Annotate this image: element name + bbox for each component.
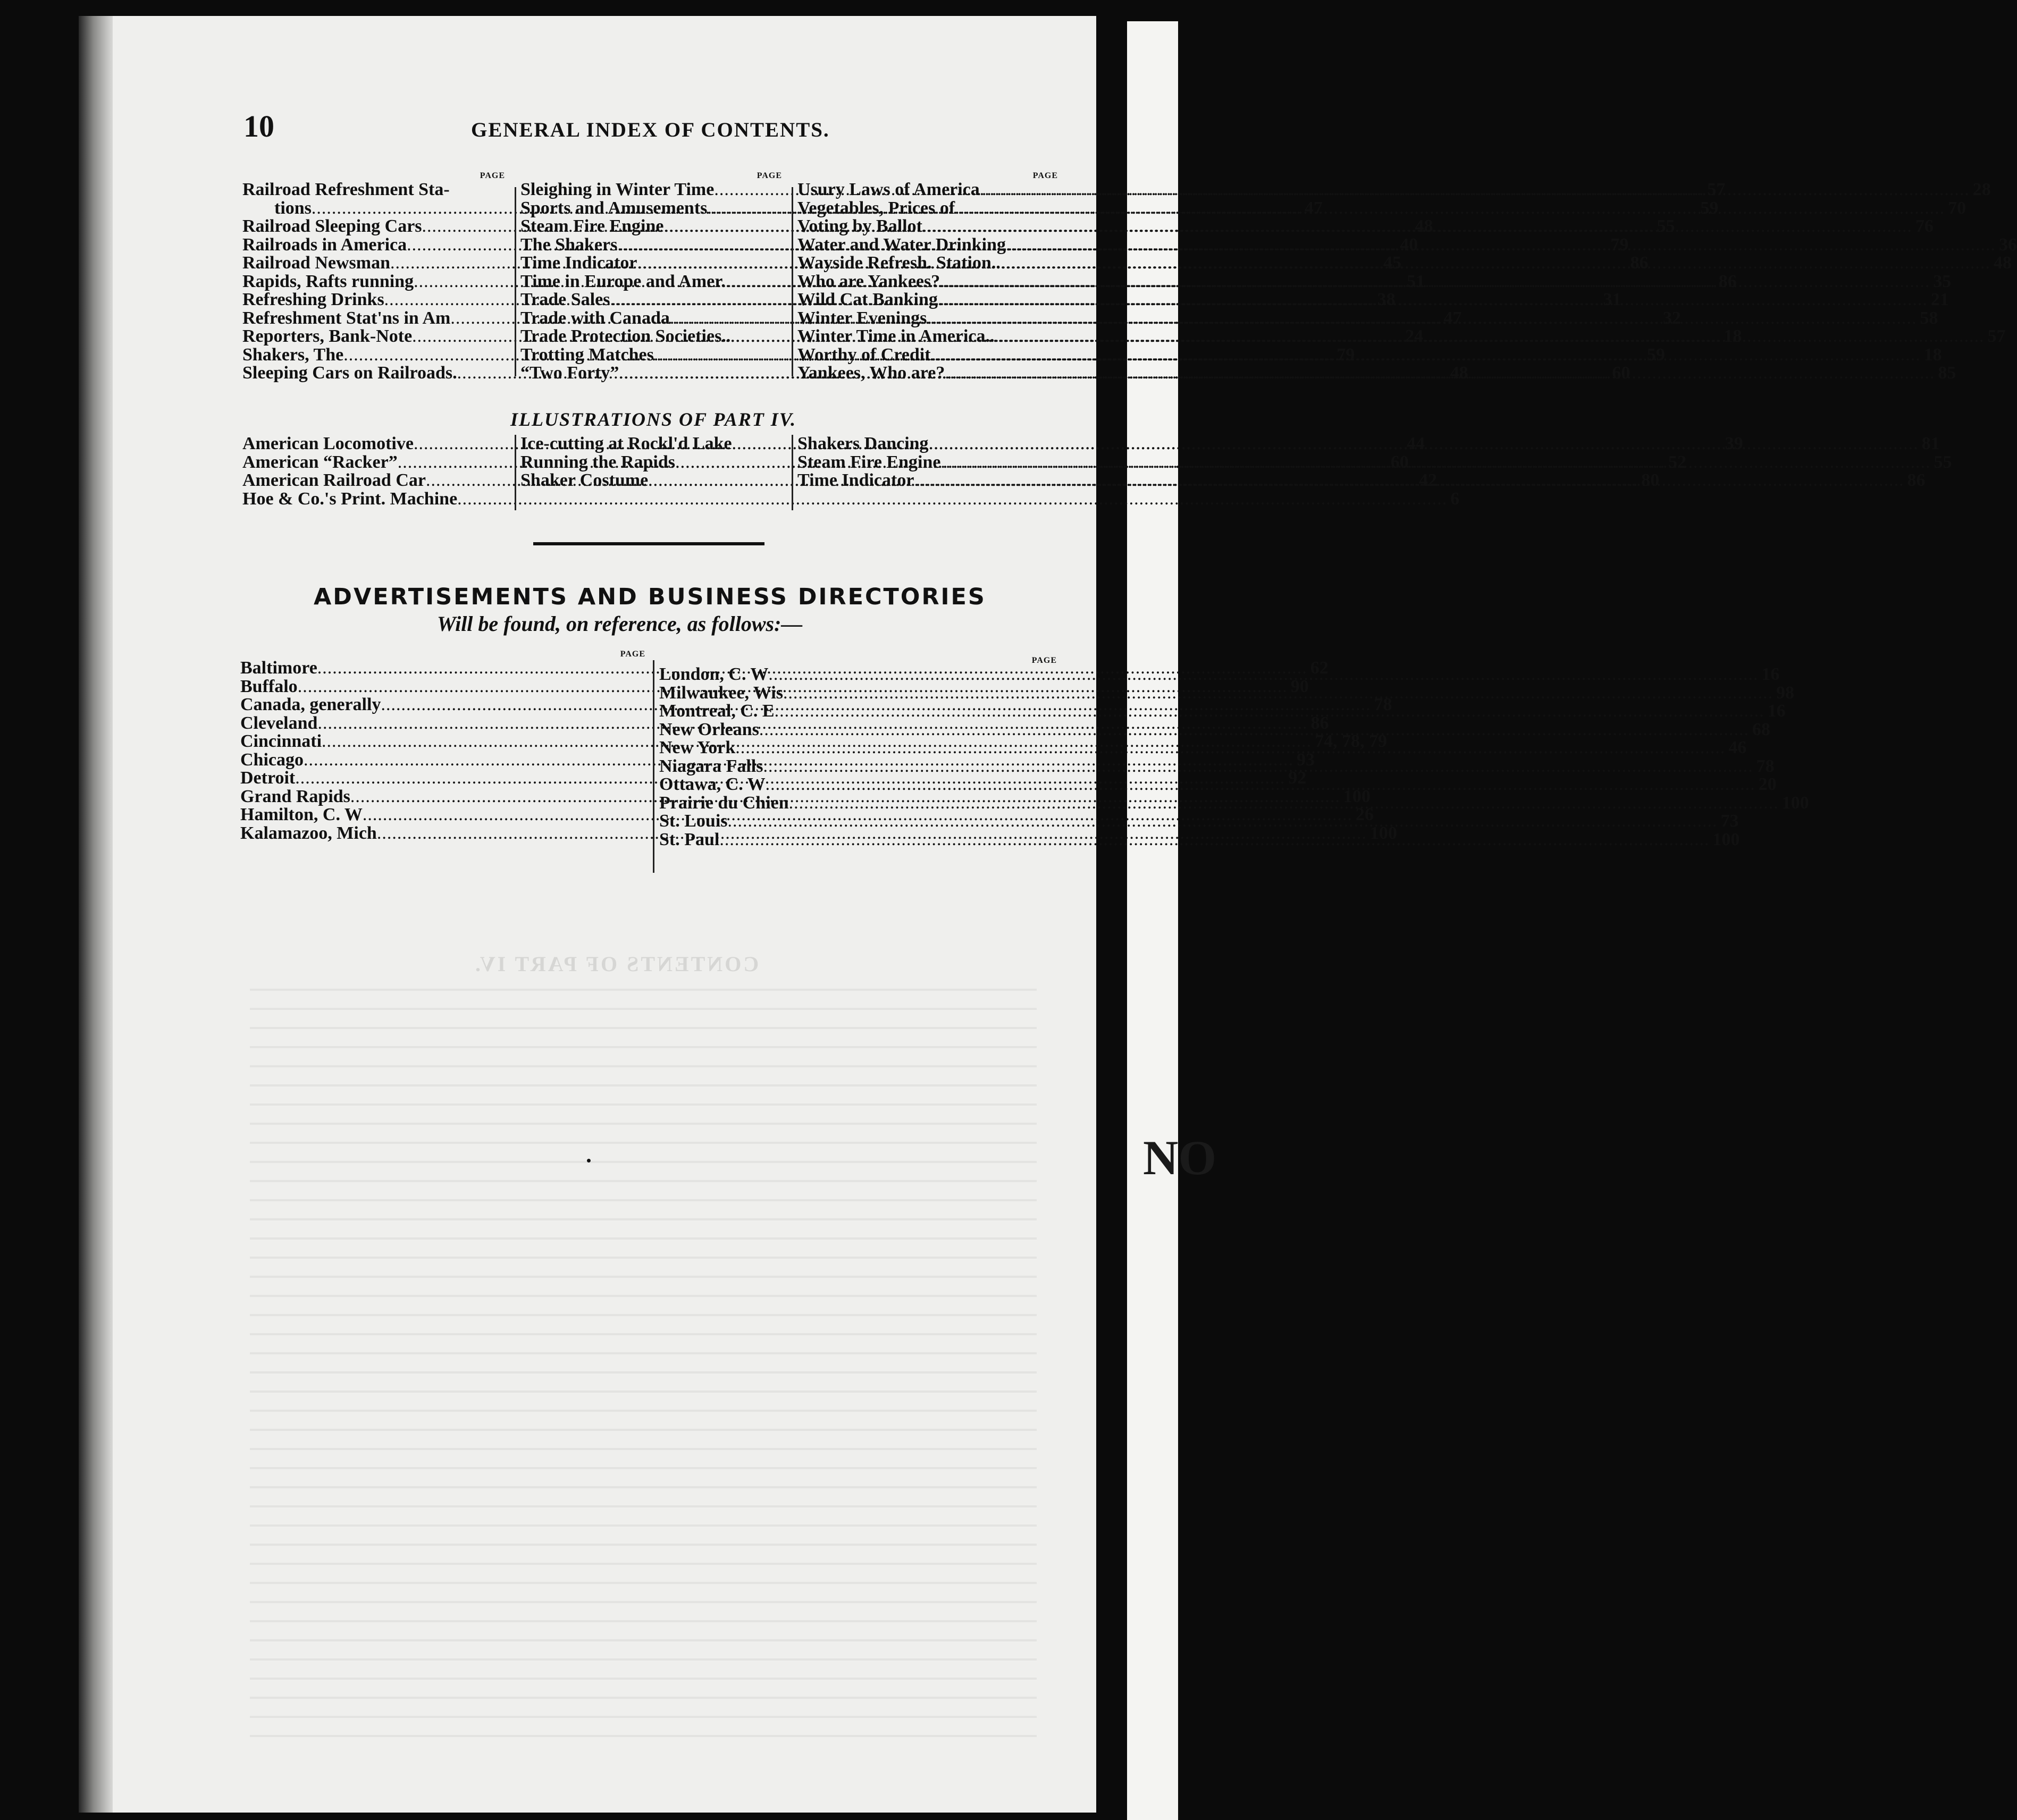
entry-title: Railroad Refreshment Sta- bbox=[242, 180, 450, 199]
page-column-label: PAGE bbox=[1032, 171, 1058, 180]
entry-page: 24 bbox=[1405, 326, 1424, 346]
entry-title: Buffalo bbox=[240, 676, 298, 696]
entry-page: 40 bbox=[1400, 234, 1418, 255]
entry-title: Cincinnati bbox=[240, 731, 322, 751]
entry-page: 100 bbox=[1781, 793, 1809, 813]
entry-page: 86 bbox=[1310, 713, 1329, 733]
entry-title: Niagara Falls bbox=[659, 756, 763, 776]
index-entry bbox=[659, 793, 1809, 813]
entry-title: Winter Evenings bbox=[797, 308, 927, 328]
entry-title: Shaker Costume bbox=[520, 470, 649, 490]
entry-title: Railroad Sleeping Cars bbox=[242, 216, 422, 236]
page-column-label: PAGE bbox=[620, 650, 645, 659]
entry-page: 98 bbox=[1776, 682, 1794, 703]
entry-page: 55 bbox=[1934, 452, 1952, 472]
dot-leader bbox=[945, 364, 1935, 383]
entry-page: 62 bbox=[1310, 658, 1329, 678]
entry-page: 81 bbox=[1921, 434, 1940, 453]
entry-page: 46 bbox=[1728, 738, 1747, 757]
entry-page: 78 bbox=[1756, 756, 1775, 776]
entry-page: 79 bbox=[1610, 234, 1629, 255]
advertisements-subtitle: Will be found, on reference, as follows:— bbox=[437, 612, 803, 636]
entry-page: 6 bbox=[1450, 488, 1460, 509]
entry-title: Trade Sales bbox=[520, 290, 610, 309]
entry-title: Trade with Canada bbox=[520, 308, 670, 328]
entry-page: 47 bbox=[1443, 308, 1462, 328]
entry-title: Winter Time in America.. bbox=[797, 326, 995, 346]
entry-title: The Shakers bbox=[520, 234, 618, 255]
entry-page: 31 bbox=[1603, 290, 1621, 309]
bleed-through-text-block bbox=[250, 989, 1037, 1743]
entry-page: 90 bbox=[1290, 676, 1309, 696]
dot-leader bbox=[728, 812, 1718, 831]
entry-page: 36 bbox=[1999, 234, 2017, 255]
entry-title: Chicago bbox=[240, 749, 304, 770]
entry-title: Milwaukee, Wis bbox=[659, 682, 783, 703]
entry-title: Refreshment Stat'ns in Am bbox=[242, 308, 451, 328]
entry-title: Wayside Refresh. Station.. bbox=[797, 253, 1001, 273]
page-column-label: PAGE bbox=[1031, 656, 1057, 665]
dot-leader bbox=[938, 291, 1928, 309]
entry-title: Trotting Matches bbox=[520, 344, 654, 365]
running-title: GENERAL INDEX OF CONTENTS. bbox=[471, 119, 830, 141]
entry-page: 92 bbox=[1288, 768, 1307, 788]
dot-leader bbox=[927, 309, 1917, 328]
entry-title: Railroad Newsman bbox=[242, 253, 390, 273]
column-divider bbox=[515, 187, 516, 376]
entry-page: 86 bbox=[1718, 271, 1737, 291]
entry-page: 32 bbox=[1662, 308, 1681, 328]
entry-page: 68 bbox=[1752, 719, 1770, 739]
entry-title: Trade Protection Societies.. bbox=[520, 326, 731, 346]
entry-title: Water and Water Drinking bbox=[797, 234, 1006, 255]
column-divider bbox=[653, 660, 654, 873]
entry-page: 100 bbox=[1369, 823, 1397, 843]
dot-leader bbox=[940, 273, 1930, 291]
entry-page: 60 bbox=[1612, 363, 1631, 383]
entry-title: Hoe & Co.'s Print. Machine bbox=[242, 488, 458, 509]
entry-page: 57 bbox=[1707, 180, 1726, 199]
entry-title: Railroads in America bbox=[242, 234, 407, 255]
entry-title: Kalamazoo, Mich bbox=[240, 823, 377, 843]
dot-leader bbox=[1001, 254, 1990, 273]
illustrations-heading: ILLUSTRATIONS OF PART IV. bbox=[510, 409, 797, 430]
entry-page: 51 bbox=[1407, 271, 1425, 291]
entry-title: Worthy of Credit bbox=[797, 344, 931, 365]
dot-leader bbox=[995, 327, 1985, 346]
dot-leader bbox=[789, 794, 1779, 813]
entry-title: St. Paul bbox=[659, 829, 720, 849]
entry-title: Prairie du Chien bbox=[659, 793, 789, 813]
entry-page: 48 bbox=[1415, 216, 1433, 236]
entry-title: Ice-cutting at Rockl'd Lake bbox=[520, 434, 732, 453]
dot-leader bbox=[457, 490, 1447, 509]
dot-leader bbox=[931, 346, 1921, 365]
entry-page: 86 bbox=[1907, 470, 1926, 490]
entry-title: tions bbox=[274, 198, 312, 218]
entry-title: Usury Laws of America bbox=[797, 180, 980, 199]
entry-title: Vegetables, Prices of bbox=[797, 198, 955, 218]
entry-title: Canada, generally bbox=[240, 695, 381, 714]
section-rule bbox=[533, 542, 764, 545]
entry-page: 100 bbox=[1712, 829, 1740, 849]
entry-title: Sleeping Cars on Railroads. bbox=[242, 363, 457, 383]
index-entry bbox=[242, 181, 505, 199]
entry-title: Sports and Amusements bbox=[520, 198, 708, 218]
dot-leader bbox=[783, 684, 1773, 703]
entry-title: Montreal, C. E bbox=[659, 701, 775, 721]
entry-title: New York bbox=[659, 738, 736, 757]
entry-page: 80 bbox=[1641, 470, 1660, 490]
entry-title: Steam Fire Engine bbox=[797, 452, 941, 472]
entry-page: 18 bbox=[1724, 326, 1742, 346]
entry-title: American Locomotive bbox=[242, 434, 414, 453]
entry-page: 26 bbox=[1355, 805, 1374, 824]
entry-title: “Two Forty” bbox=[520, 363, 619, 383]
entry-page: 55 bbox=[1657, 216, 1675, 236]
dot-leader bbox=[735, 739, 1725, 757]
entry-title: Ottawa, C. W bbox=[659, 774, 766, 794]
page-column-label: PAGE bbox=[480, 171, 505, 180]
dot-leader bbox=[1006, 236, 1996, 255]
entry-title: American “Racker” bbox=[242, 452, 398, 472]
entry-title: Running the Rapids bbox=[520, 452, 676, 472]
entry-title: Who are Yankees? bbox=[797, 271, 940, 291]
dot-leader bbox=[775, 702, 1764, 721]
bleed-through-heading: CONTENTS OF PART IV. bbox=[473, 952, 759, 976]
page-column-label: PAGE bbox=[757, 171, 782, 180]
entry-page: 70 bbox=[1948, 198, 1966, 218]
entry-title: Time Indicator bbox=[797, 470, 914, 490]
entry-page: 35 bbox=[1933, 271, 1952, 291]
entry-title: St. Louis bbox=[659, 811, 728, 831]
entry-title: Steam Fire Engine bbox=[520, 216, 664, 236]
dot-leader bbox=[940, 453, 1930, 472]
entry-page: 38 bbox=[1377, 290, 1396, 309]
entry-page: 59 bbox=[1700, 198, 1719, 218]
entry-title: Time Indicator bbox=[520, 253, 637, 273]
entry-title: Yankees, Who are? bbox=[797, 363, 945, 383]
entry-title: Baltimore bbox=[240, 658, 317, 678]
entry-page: 78 bbox=[1374, 695, 1392, 714]
entry-page: 44 bbox=[1406, 434, 1425, 453]
entry-page: 73 bbox=[1720, 811, 1739, 831]
entry-title: Rapids, Rafts running bbox=[242, 271, 414, 291]
entry-page: 48 bbox=[1993, 253, 2012, 273]
entry-page: 16 bbox=[1761, 664, 1780, 684]
entry-title: Voting by Ballot bbox=[797, 216, 922, 236]
entry-page: 74, 78, 79 bbox=[1315, 731, 1388, 751]
entry-page: 21 bbox=[1930, 290, 1949, 309]
entry-page: 45 bbox=[1383, 253, 1401, 273]
dot-leader bbox=[980, 181, 1970, 199]
entry-title: Shakers Dancing bbox=[797, 434, 929, 453]
entry-title: Refreshing Drinks bbox=[242, 290, 384, 309]
dot-leader bbox=[719, 831, 1709, 849]
dot-leader bbox=[922, 217, 1912, 236]
entry-page: 86 bbox=[1630, 253, 1649, 273]
advertisements-heading: ADVERTISEMENTS AND BUSINESS DIRECTORIES bbox=[314, 584, 986, 610]
dot-leader bbox=[929, 435, 1919, 453]
entry-title: Detroit bbox=[240, 768, 296, 788]
entry-page: 48 bbox=[1450, 363, 1468, 383]
entry-page: 59 bbox=[1646, 344, 1665, 365]
entry-page: 79 bbox=[1337, 344, 1355, 365]
dot-leader bbox=[768, 665, 1758, 684]
dot-leader bbox=[914, 471, 1904, 490]
entry-page: 85 bbox=[1938, 363, 1956, 383]
dot-leader bbox=[766, 776, 1755, 794]
dot-leader bbox=[759, 721, 1749, 739]
dot-leader bbox=[763, 757, 1753, 776]
entry-page: 93 bbox=[1297, 749, 1315, 770]
book-spine-shadow bbox=[79, 16, 116, 1813]
entry-page: 60 bbox=[1390, 452, 1409, 472]
entry-title: Wild Cat Banking bbox=[797, 290, 938, 309]
entry-title: Sleighing in Winter Time bbox=[520, 180, 715, 199]
index-entry bbox=[242, 488, 1460, 509]
entry-title: London, C. W bbox=[659, 664, 769, 684]
entry-title: American Railroad Car bbox=[242, 470, 426, 490]
column-divider bbox=[515, 435, 516, 510]
adjacent-page-fragment: NO bbox=[1143, 1131, 1216, 1185]
entry-page: 52 bbox=[1668, 452, 1687, 472]
entry-title: Cleveland bbox=[240, 713, 318, 733]
column-divider bbox=[792, 187, 793, 376]
entry-page: 39 bbox=[1725, 434, 1743, 453]
index-entry bbox=[659, 829, 1740, 849]
entry-page: 47 bbox=[1304, 198, 1323, 218]
entry-page: 58 bbox=[1920, 308, 1938, 328]
page-number: 10 bbox=[243, 109, 274, 144]
entry-title: Hamilton, C. W bbox=[240, 805, 363, 824]
entry-page: 18 bbox=[1923, 344, 1942, 365]
dot-leader bbox=[955, 199, 1945, 218]
entry-page: 16 bbox=[1767, 701, 1786, 721]
entry-page: 76 bbox=[1915, 216, 1934, 236]
entry-title: Grand Rapids bbox=[240, 786, 350, 806]
entry-page: 20 bbox=[1758, 774, 1777, 794]
column-divider bbox=[792, 435, 793, 510]
print-speck bbox=[587, 1159, 591, 1162]
entry-title: Time in Europe and Amer. bbox=[520, 271, 726, 291]
entry-title: Reporters, Bank-Note bbox=[242, 326, 413, 346]
entry-title: Shakers, The bbox=[242, 344, 344, 365]
entry-page: 42 bbox=[1418, 470, 1437, 490]
entry-page: 57 bbox=[1987, 326, 2006, 346]
entry-title: New Orleans bbox=[659, 719, 759, 739]
entry-page: 100 bbox=[1343, 786, 1371, 806]
entry-page: 28 bbox=[1972, 180, 1991, 199]
